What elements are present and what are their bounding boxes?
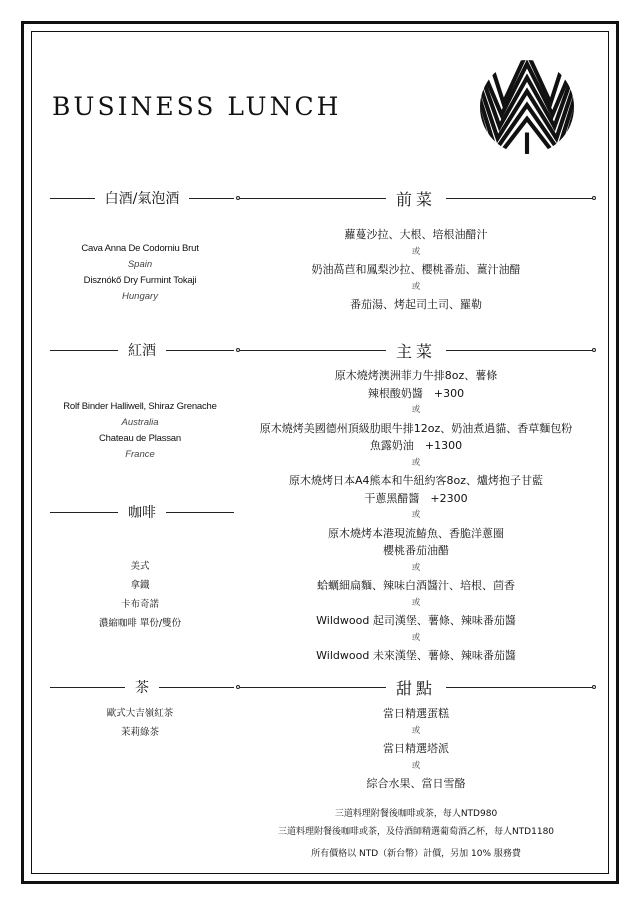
appetizer-header <box>238 188 594 208</box>
coffee-list <box>50 557 230 633</box>
dessert-list <box>238 705 594 793</box>
footer-price-2: 三道料理附餐後咖啡或茶，及侍酒師精選葡萄酒乙杯，每人NTD1180 <box>277 827 555 837</box>
wine-origin: Hungary <box>122 291 158 302</box>
wine-origin: France <box>125 449 155 460</box>
main-list <box>238 367 594 665</box>
dish-line: 蛤蠣細扁麵、辣味白酒醬汁、培根、茴香 <box>317 579 515 592</box>
footer-service-note: 所有價格以 NTD（新台幣）計價，另加 10% 服務費 <box>311 849 521 859</box>
wine-origin: Spain <box>127 259 153 270</box>
tea-item: 歐式大吉嶺紅茶 <box>106 708 174 719</box>
dish-line: 原木燒烤本港現流鰆魚、香脆洋蔥圈 <box>328 526 504 540</box>
or-divider: 或 <box>411 562 421 573</box>
or-divider: 或 <box>411 246 421 257</box>
coffee-item: 卡布奇諾 <box>120 599 159 610</box>
or-divider: 或 <box>411 457 421 468</box>
dessert-label: 甜點 <box>396 678 437 698</box>
wine-name: Cava Anna De Codorniu Brut <box>81 243 199 254</box>
main-label: 主菜 <box>396 341 437 361</box>
dish-line: 當日精選塔派 <box>383 742 449 755</box>
dessert-header <box>238 677 594 697</box>
tea-label: 茶 <box>135 680 149 696</box>
dish-line: 干蔥黑醋醬 +2300 <box>364 491 468 505</box>
dish-line: 番茄湯、烤起司土司、羅勒 <box>350 298 482 311</box>
tea-item: 茉莉綠茶 <box>120 727 159 738</box>
wine-name: Disznókő Dry Furmint Tokaji <box>83 275 197 286</box>
or-divider: 或 <box>411 281 421 292</box>
red-wine-header <box>50 340 234 360</box>
appetizer-list <box>238 226 594 314</box>
dish-line: 蘿蔓沙拉、大根、培根油醋汁 <box>344 228 488 241</box>
dish-line: 櫻桃番茄油醋 <box>383 544 449 557</box>
dish-line: 原木燒烤日本A4熊本和牛紐約客8oz、爐烤抱子甘藍 <box>288 474 544 487</box>
dish-line: 魚露奶油 +1300 <box>369 439 463 452</box>
dish-line: Wildwood 未來漢堡、薯條、辣味番茄醬 <box>316 649 516 662</box>
menu-title: BUSINESS LUNCH <box>52 92 342 121</box>
or-divider: 或 <box>411 510 421 520</box>
white-wine-header <box>50 188 234 208</box>
zebra-stripe-circle-logo <box>478 58 576 156</box>
wine-origin: Australia <box>121 417 159 428</box>
coffee-header <box>50 502 234 522</box>
dish-line: Wildwood 起司漢堡、薯條、辣味番茄醬 <box>316 614 516 627</box>
or-divider: 或 <box>411 725 421 736</box>
white-wine-label: 白酒/氣泡酒 <box>104 191 180 207</box>
footer-price-1: 三道料理附餐後咖啡或茶，每人NTD980 <box>334 809 498 819</box>
white-wine-list <box>50 241 230 305</box>
main-header <box>238 340 594 360</box>
or-divider: 或 <box>411 760 421 771</box>
dish-line: 奶油萵苣和鳳梨沙拉、櫻桃番茄、薑汁油醋 <box>311 263 521 276</box>
wine-name: Chateau de Plassan <box>99 433 181 444</box>
coffee-item: 美式 <box>130 561 150 572</box>
coffee-item: 濃縮咖啡 單份/雙份 <box>98 618 182 629</box>
tea-header <box>50 677 234 697</box>
dish-line: 原木燒烤澳洲菲力牛排8oz、薯條 <box>334 369 498 382</box>
red-wine-label: 紅酒 <box>128 343 156 359</box>
coffee-label: 咖啡 <box>128 505 156 521</box>
coffee-item: 拿鐵 <box>130 580 150 591</box>
or-divider: 或 <box>411 597 421 608</box>
appetizer-label: 前菜 <box>396 189 437 209</box>
tea-list <box>50 704 230 742</box>
wine-name: Rolf Binder Halliwell, Shiraz Grenache <box>63 401 217 412</box>
red-wine-list <box>50 399 230 463</box>
dish-line: 綜合水果、當日雪酪 <box>366 777 466 790</box>
or-divider: 或 <box>411 405 421 415</box>
dish-line: 辣根酸奶醬 +300 <box>367 386 465 400</box>
or-divider: 或 <box>411 632 421 643</box>
dish-line: 當日精選蛋糕 <box>383 707 449 720</box>
dish-line: 原木燒烤美國德州頂級肋眼牛排12oz、奶油煮過貓、香草麵包粉 <box>259 421 573 435</box>
